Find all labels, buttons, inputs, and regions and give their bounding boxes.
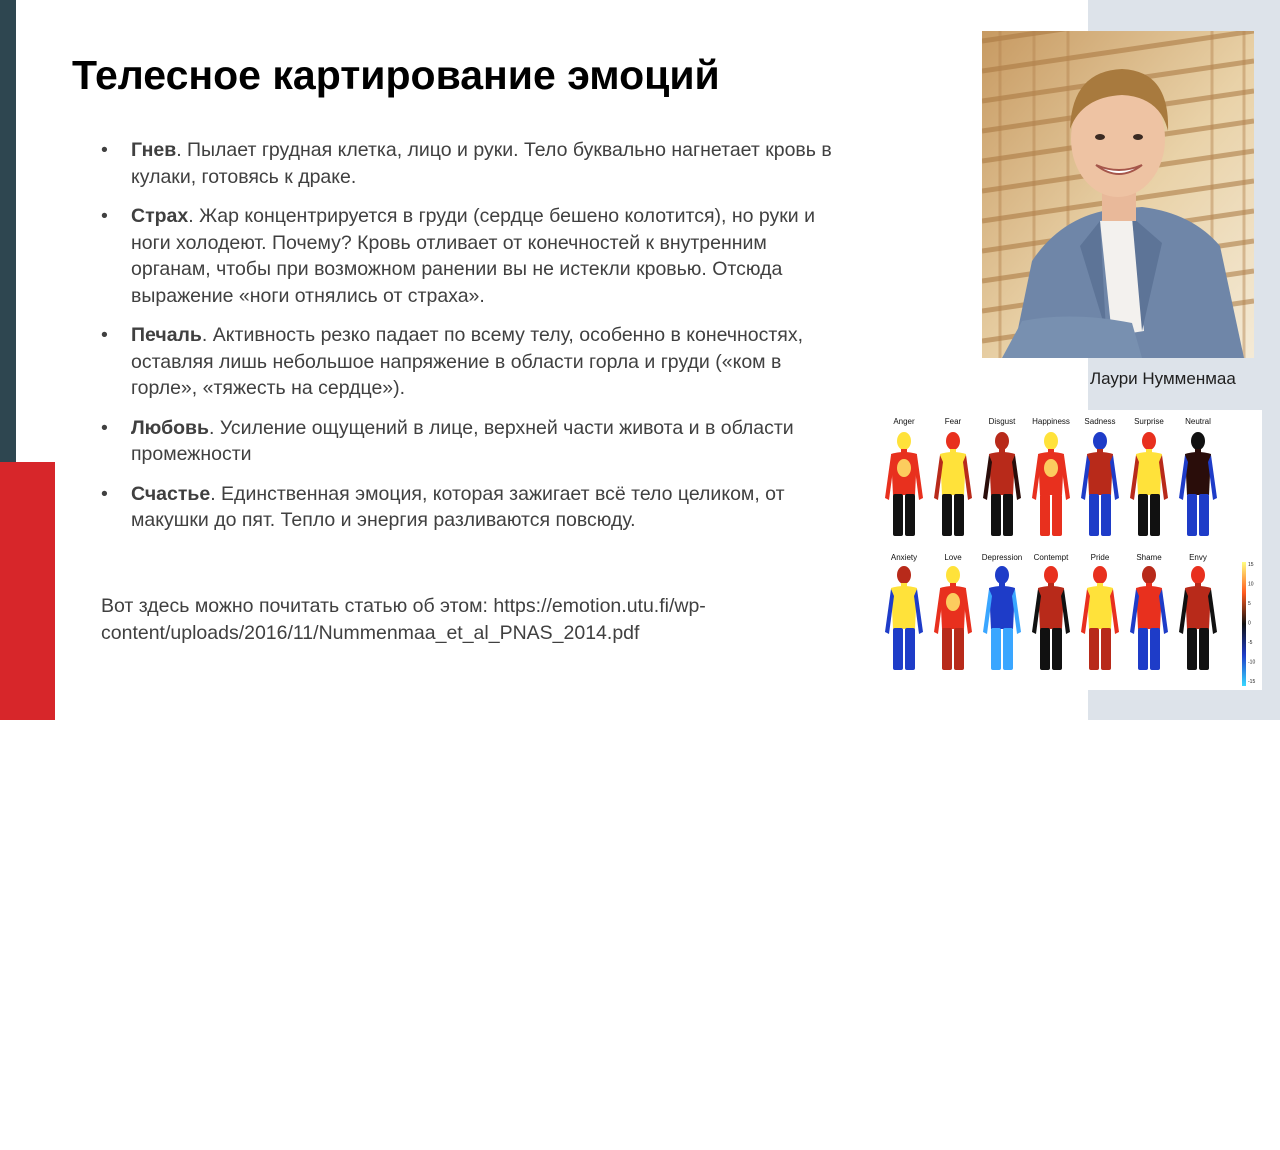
slide-title: Телесное картирование эмоций [72,52,720,98]
body-figure [1081,566,1119,670]
bullet-dot: • [101,139,108,161]
body-map-label: Contempt [1033,553,1069,562]
color-scale-tick: 10 [1248,581,1254,588]
bullet-term: Гнев [131,139,177,161]
body-figure [934,566,972,670]
body-map-label: Depression [981,553,1023,562]
bullet-term: Любовь [131,416,210,439]
bullet-dot: • [101,324,108,346]
bullet-sadness [101,322,841,402]
body-map-label: Pride [1090,553,1110,562]
bullet-dot: • [101,416,108,439]
photo-caption: Лаури Нумменмаа [1090,369,1236,388]
bullet-text: . Активность резко падает по всему телу, особенно в конечностях, оставляя лишь небольшое напряжение в области горла и груди («ком в горле», «тяжесть на сердце»). [131,324,804,399]
body-map-figure [882,410,1262,690]
body-figure [1032,566,1070,670]
bullet-text: . Жар концентрируется в груди (сердце бешено колотится), но руки и ноги холодеют. Почему? Кровь отливает от конечностей к внутренним органам, чтобы при возможном ранении вы не истекли кровью. Отсюда выражение «ноги отнялись от страха». [131,205,815,307]
bullet-term: Счастье [131,482,211,505]
body-figure [885,566,923,670]
reference-link-text: Вот здесь можно почитать статью об этом: https://emotion.utu.fi/wp-content/uploads/2016/11/Nummenmaa_et_al_PNAS_2014.pdf [101,595,706,644]
body-figure [1130,566,1168,670]
bullet-text: . Единственная эмоция, которая зажигает всё тело целиком, от макушки до пят. Тепло и энергия разливаются повсюду. [131,482,785,531]
body-figure [983,432,1021,536]
body-map-label: Fear [944,417,962,426]
color-scale-tick: -10 [1248,659,1256,666]
body-map-label: Happiness [1032,417,1070,426]
body-figure [1130,432,1168,536]
emotion-bullet-list [101,137,841,547]
bullet-dot: • [101,482,108,505]
body-figure [1081,432,1119,536]
color-scale-tick: 0 [1248,620,1251,627]
color-scale-tick: 5 [1248,601,1251,607]
bullet-term: Печаль [131,324,202,346]
color-scale-tick: -15 [1248,679,1256,685]
bullet-fear [101,203,841,309]
body-figure [1032,432,1070,536]
body-figure [934,432,972,536]
body-figure [983,566,1021,670]
body-figure [885,432,923,536]
body-map-label: Disgust [988,417,1016,426]
body-map-label: Neutral [1185,417,1211,426]
color-scale-tick: 15 [1248,562,1254,568]
body-figure [1179,432,1217,536]
body-map-label: Anxiety [890,553,918,562]
color-scale-bar [1242,562,1246,686]
body-map-label: Sadness [1084,417,1116,426]
portrait-illustration [982,31,1254,358]
body-map-label: Envy [1189,553,1207,562]
brand-logo-text: АнтиПсихоз [9,955,44,1150]
body-map-label: Surprise [1134,417,1164,426]
bullet-dot: • [101,205,108,227]
bullet-text: . Пылает грудная клетка, лицо и руки. Тело буквально нагнетает кровь в кулаки, готовясь к драке. [131,139,832,188]
bullet-happiness [101,481,841,534]
body-map-label: Anger [893,417,915,426]
body-map-grid [882,410,1262,690]
body-figure [1179,566,1217,670]
color-scale-tick: -5 [1248,640,1253,646]
bullet-love [101,415,841,468]
brand-logo [0,462,55,1150]
bullet-text: . Усиление ощущений в лице, верхней части живота и в области промежности [131,416,794,465]
portrait-photo [982,31,1254,358]
bullet-term: Страх [131,205,189,227]
body-map-label: Love [944,553,962,562]
bullet-anger [101,137,841,190]
body-map-label: Shame [1136,553,1162,562]
